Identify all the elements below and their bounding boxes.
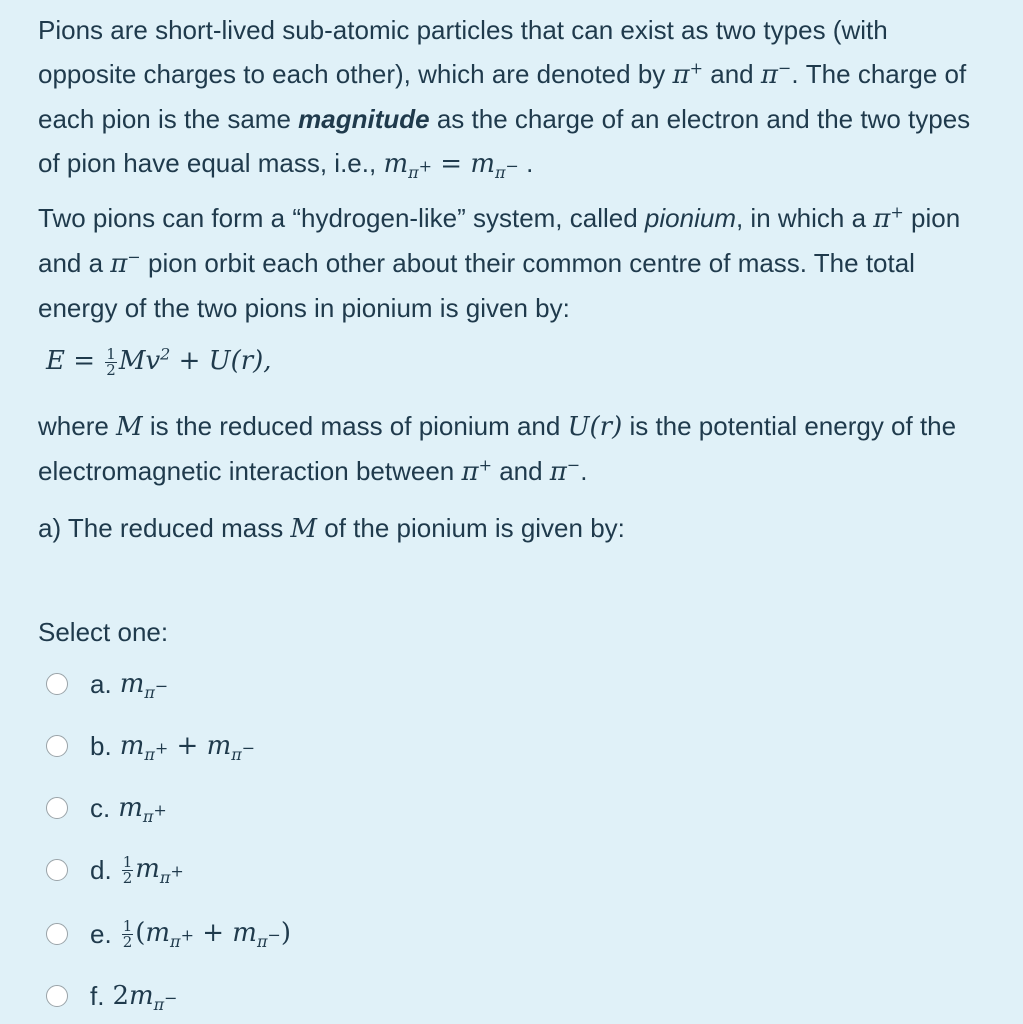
option-c-math: $m_{\pi^+}$ [118, 793, 167, 827]
pi-plus-symbol: π+ [461, 455, 492, 487]
option-f-math: $2m_{\pi^-}$ [112, 981, 178, 1015]
radio-button[interactable] [46, 923, 68, 945]
question-part-a: a) The reduced mass M of the pionium is given by: [38, 513, 625, 544]
option-e[interactable]: e. $\frac{1}{2}$ $(m_{\pi^+} + m_{\pi^-})$ [46, 912, 291, 956]
radio-button[interactable] [46, 859, 68, 881]
question-paragraph-1: Pions are short-lived sub-atomic particles that can exist as two types (with opposite charges to each other), which are denoted by π+ and π−. The charge of each pion is the same magnitude as the charge of an electron and the two types of pion have equal mass, i.e., $m_{\pi^+} = m_{\pi^-}$ . [38, 15, 971, 183]
pi-minus-symbol: π− [760, 58, 792, 90]
mass-equality: $m_{\pi^+} = m_{\pi^-}$ [383, 149, 519, 183]
fraction-half: $\frac{1}{2}$ [106, 344, 116, 379]
pi-plus-symbol: π+ [873, 202, 904, 234]
pi-minus-symbol: π− [549, 455, 581, 487]
pi-minus-symbol: π− [110, 247, 141, 279]
option-d[interactable]: d. $\frac{1}{2}$ $m_{\pi^+}$ [46, 848, 184, 892]
pi-plus-symbol: π+ [672, 58, 704, 90]
option-b[interactable]: b. $m_{\pi^+} + m_{\pi^-}$ [46, 724, 255, 768]
radio-button[interactable] [46, 673, 68, 695]
question-paragraph-2: Two pions can form a “hydrogen-like” system, called pionium, in which a π+ pion and a π− pion orbit each other about their common centre of mass. The total energy of the two pions in pionium is given by: [38, 202, 961, 323]
option-d-math: $\frac{1}{2}$ $m_{\pi^+}$ [122, 852, 184, 888]
option-f[interactable]: f. $2m_{\pi^-}$ [46, 974, 178, 1018]
select-one-label: Select one: [38, 617, 169, 647]
option-a[interactable]: a. $m_{\pi^-}$ [46, 662, 168, 706]
radio-button[interactable] [46, 985, 68, 1007]
energy-equation: E = $\frac{1}{2}$ $Mv^2 + U(r)$, [46, 344, 272, 379]
radio-button[interactable] [46, 735, 68, 757]
question-paragraph-3: where M is the reduced mass of pionium and U(r) is the potential energy of the electromagnetic interaction between π+ and π−. [38, 411, 957, 487]
option-e-math: $\frac{1}{2}$ $(m_{\pi^+} + m_{\pi^-})$ [122, 916, 292, 952]
option-b-math: $m_{\pi^+} + m_{\pi^-}$ [119, 731, 256, 765]
option-a-math: $m_{\pi^-}$ [119, 669, 169, 703]
radio-button[interactable] [46, 797, 68, 819]
emphasis-magnitude: magnitude [298, 104, 430, 134]
option-c[interactable]: c. $m_{\pi^+}$ [46, 786, 167, 830]
term-pionium: pionium [644, 203, 736, 233]
